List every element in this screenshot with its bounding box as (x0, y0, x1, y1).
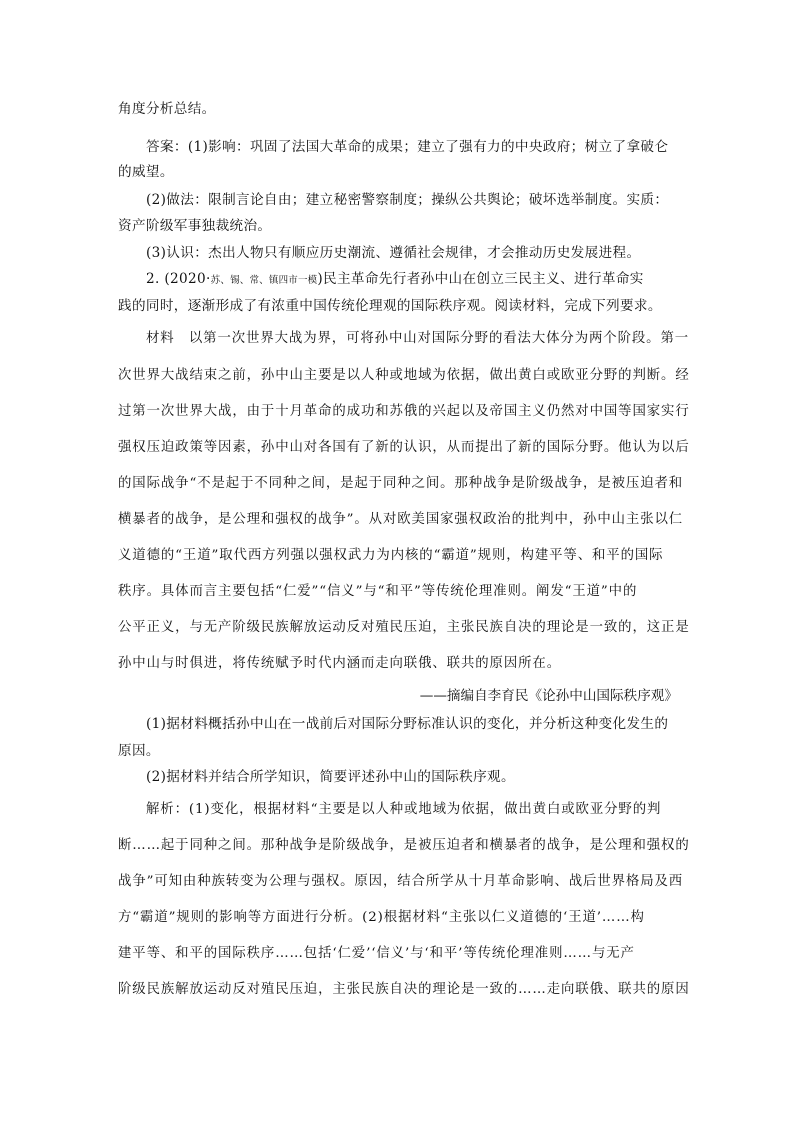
material-line-3: 过第一次世界大战，由于十月革命的成功和苏俄的兴起以及帝国主义仍然对中国等国家实行 (118, 404, 690, 419)
material-line-7: 义道德的“王道”取代西方列强以强权武力为内核的“霸道”规则，构建平等、和平的国际 (118, 548, 664, 563)
material-line-8: 秩序。具体而言主要包括“仁爱”“信义”与“和平”等传统伦理准则。阐发“王道”中的 (118, 584, 638, 599)
material-line-6: 横暴者的战争，是公理和强权的战争”。从对欧美国家强权政治的批判中，孙中山主张以仁 (118, 512, 684, 527)
question-source: 苏、锡、常、镇四市一模 (210, 275, 318, 286)
material-line-10: 孙中山与时俱进，将传统赋予时代内涵而走向联俄、联共的原因所在。 (118, 656, 562, 671)
answer-line-5: (3)认识：杰出人物只有顺应历史潮流、遵循社会规律，才会推动历史发展进程。 (146, 245, 641, 261)
material-source: ——摘编自李育民《论孙中山国际秩序观》 (419, 688, 678, 704)
text-line: 角度分析总结。 (118, 101, 216, 117)
analysis-line-3: 战争”可知由种族转变为公理与强权。原因，结合所学从十月革命影响、战后世界格局及西 (118, 874, 684, 889)
analysis-line-2: 断……起于同种之间。那种战争是阶级战争，是被压迫者和横暴者的战争，是公理和强权的 (118, 838, 690, 853)
answer-line-4: 资产阶级军事独裁统治。 (118, 218, 272, 234)
question-intro: )民主革命先行者孙中山在创立三民主义、进行革命实 (317, 271, 644, 287)
answer-line-1: 答案：(1)影响：巩固了法国大革命的成果；建立了强有力的中央政府；树立了拿破仑 (146, 139, 669, 155)
sub-question-1-line-1: (1)据材料概括孙中山在一战前后对国际分野标准认识的变化，并分析这种变化发生的 (146, 716, 669, 732)
analysis-line-5: 建平等、和平的国际秩序……包括‘仁爱’‘信义’与‘和平’等传统伦理准则……与无产 (118, 946, 635, 961)
sub-question-2: (2)据材料并结合所学知识，简要评述孙中山的国际秩序观。 (146, 769, 515, 785)
analysis-line-1: 解析：(1)变化，根据材料“主要是以人种或地域为依据，做出黄白或欧亚分野的判 (146, 802, 662, 817)
material-line-9: 公平正义，与无产阶级民族解放运动反对殖民压迫，主张民族自决的理论是一致的，这正是 (118, 620, 690, 635)
sub-question-1-line-2: 原因。 (118, 743, 160, 759)
material-line-4: 强权压迫政策等因素，孙中山对各国有了新的认识，从而提出了新的国际分野。他认为以后 (118, 440, 690, 455)
analysis-line-4: 方“霸道”规则的影响等方面进行分析。(2)根据材料“主张以仁义道德的‘王道’……构 (118, 910, 645, 925)
material-line-5: 的国际战争“不是起于不同种之间，是起于同种之间。那种战争是阶级战争，是被压迫者和 (118, 476, 684, 491)
question-number: 2. (2020· (146, 271, 211, 287)
answer-line-2: 的威望。 (118, 164, 174, 180)
material-line-2: 次世界大战结束之前，孙中山主要是以人种或地域为依据，做出黄白或欧亚分野的判断。经 (118, 368, 690, 383)
answer-line-3: (2)做法：限制言论自由；建立秘密警察制度；操纵公共舆论；破坏选举制度。实质： (146, 192, 669, 208)
question-intro-line-2: 践的同时，逐渐形成了有浓重中国传统伦理观的国际秩序观。阅读材料，完成下列要求。 (118, 298, 662, 314)
material-line-1: 材料 以第一次世界大战为界，可将孙中山对国际分野的看法大体分为两个阶段。第一 (146, 331, 690, 346)
question-2-heading (146, 267, 706, 287)
analysis-line-6: 阶级民族解放运动反对殖民压迫，主张民族自决的理论是一致的……走向联俄、联共的原因 (118, 982, 690, 997)
